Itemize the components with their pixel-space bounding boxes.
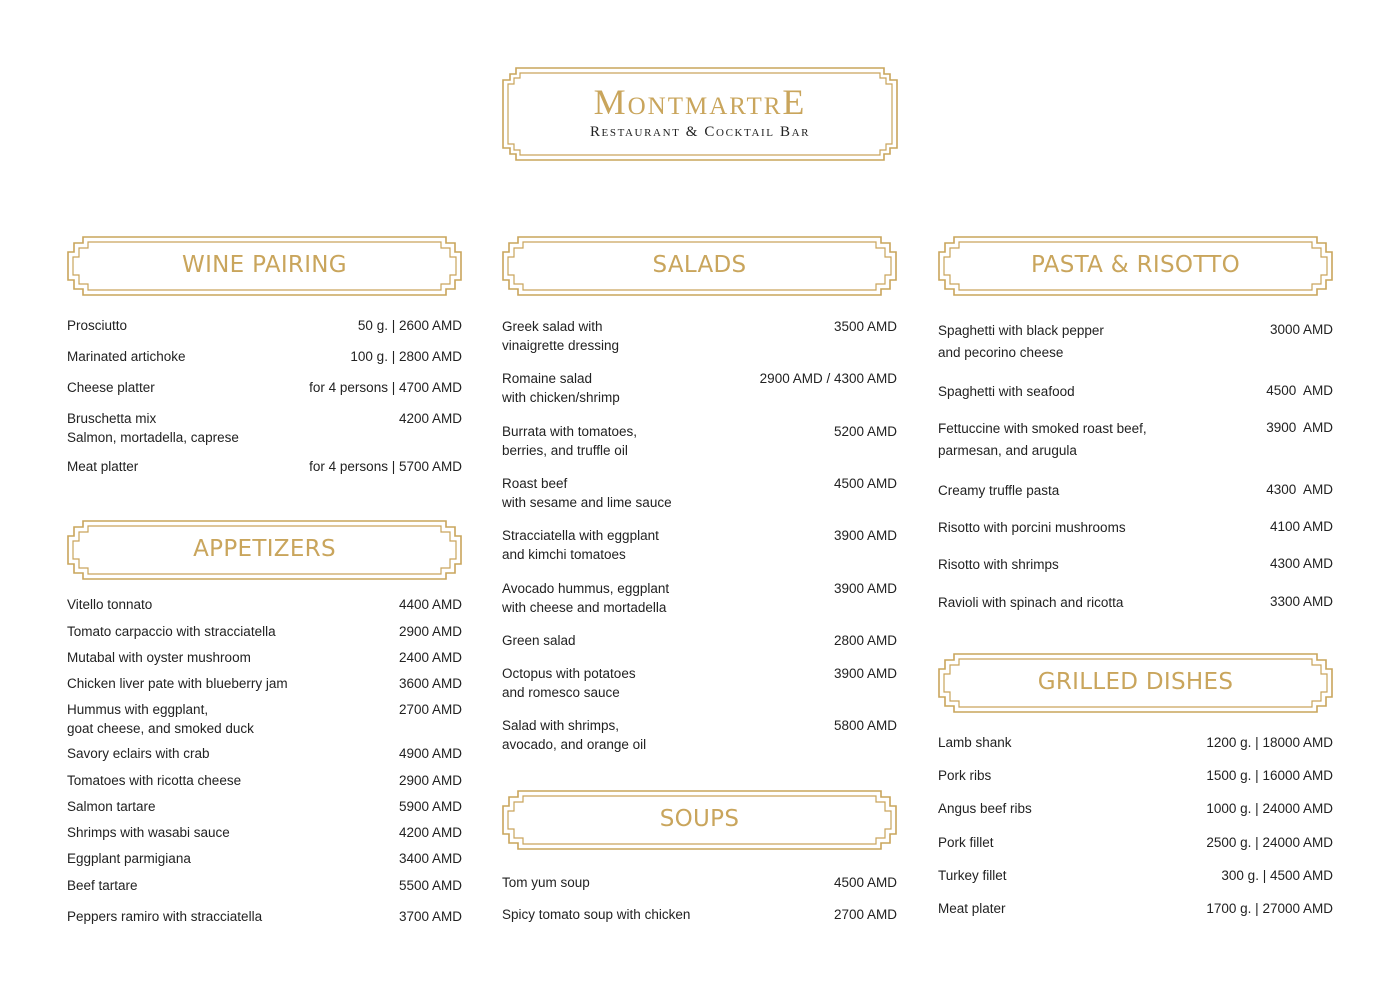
menu-item-name: Fettuccine with smoked roast beef, parmesan, and arugula xyxy=(938,421,1147,458)
menu-item-price: for 4 persons | 5700 AMD xyxy=(309,459,462,474)
menu-item-price: 4500 AMD xyxy=(1266,383,1333,398)
menu-item-name: Spaghetti with black pepper and pecorino cheese xyxy=(938,323,1104,360)
menu-item-price: 4300 AMD xyxy=(1266,482,1333,497)
section-header-soups xyxy=(502,790,897,850)
menu-item-price: 3900 AMD xyxy=(1266,420,1333,435)
menu-item-name: Spicy tomato soup with chicken xyxy=(502,907,691,922)
menu-item-price: 5800 AMD xyxy=(833,718,897,733)
menu-item-price: 5500 AMD xyxy=(398,878,462,893)
menu-item-price: 1700 g. | 27000 AMD xyxy=(1206,901,1333,916)
restaurant-name: MontmartrE xyxy=(593,82,807,122)
menu-item-name: Savory eclairs with crab xyxy=(67,746,210,761)
menu-item-price: 5200 AMD xyxy=(833,424,897,439)
menu-item-price: 4200 AMD xyxy=(398,411,462,426)
menu-item-name: Pork fillet xyxy=(938,835,994,850)
menu-item-name: Tom yum soup xyxy=(502,875,590,890)
menu-item-name: Shrimps with wasabi sauce xyxy=(67,825,230,840)
menu-item-name: Peppers ramiro with stracciatella xyxy=(67,909,263,924)
menu-item-name: Greek salad with vinaigrette dressing xyxy=(502,319,620,353)
menu-item-name: Burrata with tomatoes, berries, and truffle oil xyxy=(502,424,638,458)
menu-item-price: 4200 AMD xyxy=(398,825,462,840)
menu-item-name: Pork ribs xyxy=(938,768,992,783)
menu-item-name: Meat platter xyxy=(67,459,139,474)
menu-item-price: 4100 AMD xyxy=(1269,519,1333,534)
menu-item-price: 3300 AMD xyxy=(1269,594,1333,609)
menu-item-price: 1500 g. | 16000 AMD xyxy=(1206,768,1333,783)
menu-item-name: Tomatoes with ricotta cheese xyxy=(67,773,242,788)
section-title: GRILLED DISHES xyxy=(1037,669,1234,695)
menu-item-price: 3900 AMD xyxy=(833,666,897,681)
menu-item-name: Chicken liver pate with blueberry jam xyxy=(67,676,288,691)
menu-item-name: Prosciutto xyxy=(67,318,128,333)
menu-item-name: Green salad xyxy=(502,633,576,648)
menu-item-name: Beef tartare xyxy=(67,878,138,893)
section-header-wine-pairing xyxy=(67,236,462,296)
menu-item-price: 100 g. | 2800 AMD xyxy=(350,349,462,364)
menu-item-price: 3500 AMD xyxy=(833,319,897,334)
menu-item-name: Tomato carpaccio with stracciatella xyxy=(67,624,276,639)
menu-item-price: 3600 AMD xyxy=(398,676,462,691)
menu-item-name: Mutabal with oyster mushroom xyxy=(67,650,251,665)
menu-item-name: Octopus with potatoes and romesco sauce xyxy=(502,666,636,700)
menu-item-price: 1000 g. | 24000 AMD xyxy=(1206,801,1333,816)
menu-item-name: Cheese platter xyxy=(67,380,155,395)
menu-item-name: Ravioli with spinach and ricotta xyxy=(938,595,1124,610)
menu-item-price: 3400 AMD xyxy=(398,851,462,866)
section-header-pasta-risotto xyxy=(938,236,1333,296)
menu-item-name: Romaine salad with chicken/shrimp xyxy=(502,371,620,405)
menu-item-price: 2900 AMD / 4300 AMD xyxy=(759,371,897,386)
menu-item-name: Avocado hummus, eggplant with cheese and mortadella xyxy=(502,581,670,615)
menu-item-price: 4900 AMD xyxy=(398,746,462,761)
menu-item-name: Meat plater xyxy=(938,901,1006,916)
section-header-appetizers xyxy=(67,520,462,580)
menu-item-price: for 4 persons | 4700 AMD xyxy=(309,380,462,395)
menu-item-price: 4500 AMD xyxy=(833,875,897,890)
menu-item-name: Eggplant parmigiana xyxy=(67,851,191,866)
menu-item-name: Lamb shank xyxy=(938,735,1012,750)
menu-item-price: 2700 AMD xyxy=(833,907,897,922)
menu-item-name: Marinated artichoke xyxy=(67,349,186,364)
menu-item-name: Turkey fillet xyxy=(938,868,1007,883)
menu-item-price: 2500 g. | 24000 AMD xyxy=(1206,835,1333,850)
menu-item-price: 3700 AMD xyxy=(398,909,462,924)
menu-item-price: 1200 g. | 18000 AMD xyxy=(1206,735,1333,750)
menu-item-name: Hummus with eggplant, goat cheese, and smoked duck xyxy=(67,702,254,736)
section-title: APPETIZERS xyxy=(193,536,336,562)
menu-item-price: 5900 AMD xyxy=(398,799,462,814)
restaurant-subtitle: Restaurant & Cocktail Bar xyxy=(589,124,811,140)
menu-item-price: 3000 AMD xyxy=(1269,322,1333,337)
menu-item-name: Risotto with shrimps xyxy=(938,557,1059,572)
menu-item-name: Salmon tartare xyxy=(67,799,156,814)
menu-item-price: 3900 AMD xyxy=(833,528,897,543)
section-title: SALADS xyxy=(652,252,747,278)
menu-item-price: 2900 AMD xyxy=(398,624,462,639)
menu-item-name: Vitello tonnato xyxy=(67,597,153,612)
menu-item-name: Roast beef with sesame and lime sauce xyxy=(502,476,672,510)
menu-item-name: Stracciatella with eggplant and kimchi tomatoes xyxy=(502,528,659,562)
menu-item-price: 4300 AMD xyxy=(1269,556,1333,571)
menu-item-price: 2800 AMD xyxy=(833,633,897,648)
menu-item-name: Bruschetta mix Salmon, mortadella, caprese xyxy=(67,411,239,445)
menu-item-price: 3900 AMD xyxy=(833,581,897,596)
section-header-salads xyxy=(502,236,897,296)
menu-item-price: 4400 AMD xyxy=(398,597,462,612)
restaurant-logo xyxy=(502,67,898,161)
section-title: WINE PAIRING xyxy=(182,252,347,278)
menu-item-price: 2400 AMD xyxy=(398,650,462,665)
section-header-grilled-dishes xyxy=(938,653,1333,713)
menu-item-name: Creamy truffle pasta xyxy=(938,483,1060,498)
menu-item-price: 50 g. | 2600 AMD xyxy=(357,318,462,333)
menu-item-name: Risotto with porcini mushrooms xyxy=(938,520,1126,535)
menu-item-name: Spaghetti with seafood xyxy=(938,384,1075,399)
menu-item-price: 4500 AMD xyxy=(833,476,897,491)
menu-item-price: 2900 AMD xyxy=(398,773,462,788)
menu-item-name: Angus beef ribs xyxy=(938,801,1032,816)
section-title: SOUPS xyxy=(659,806,740,832)
menu-item-name: Salad with shrimps, avocado, and orange oil xyxy=(502,718,647,752)
menu-item-price: 2700 AMD xyxy=(398,702,462,717)
section-title: PASTA & RISOTTO xyxy=(1030,252,1241,278)
menu-item-price: 300 g. | 4500 AMD xyxy=(1221,868,1333,883)
